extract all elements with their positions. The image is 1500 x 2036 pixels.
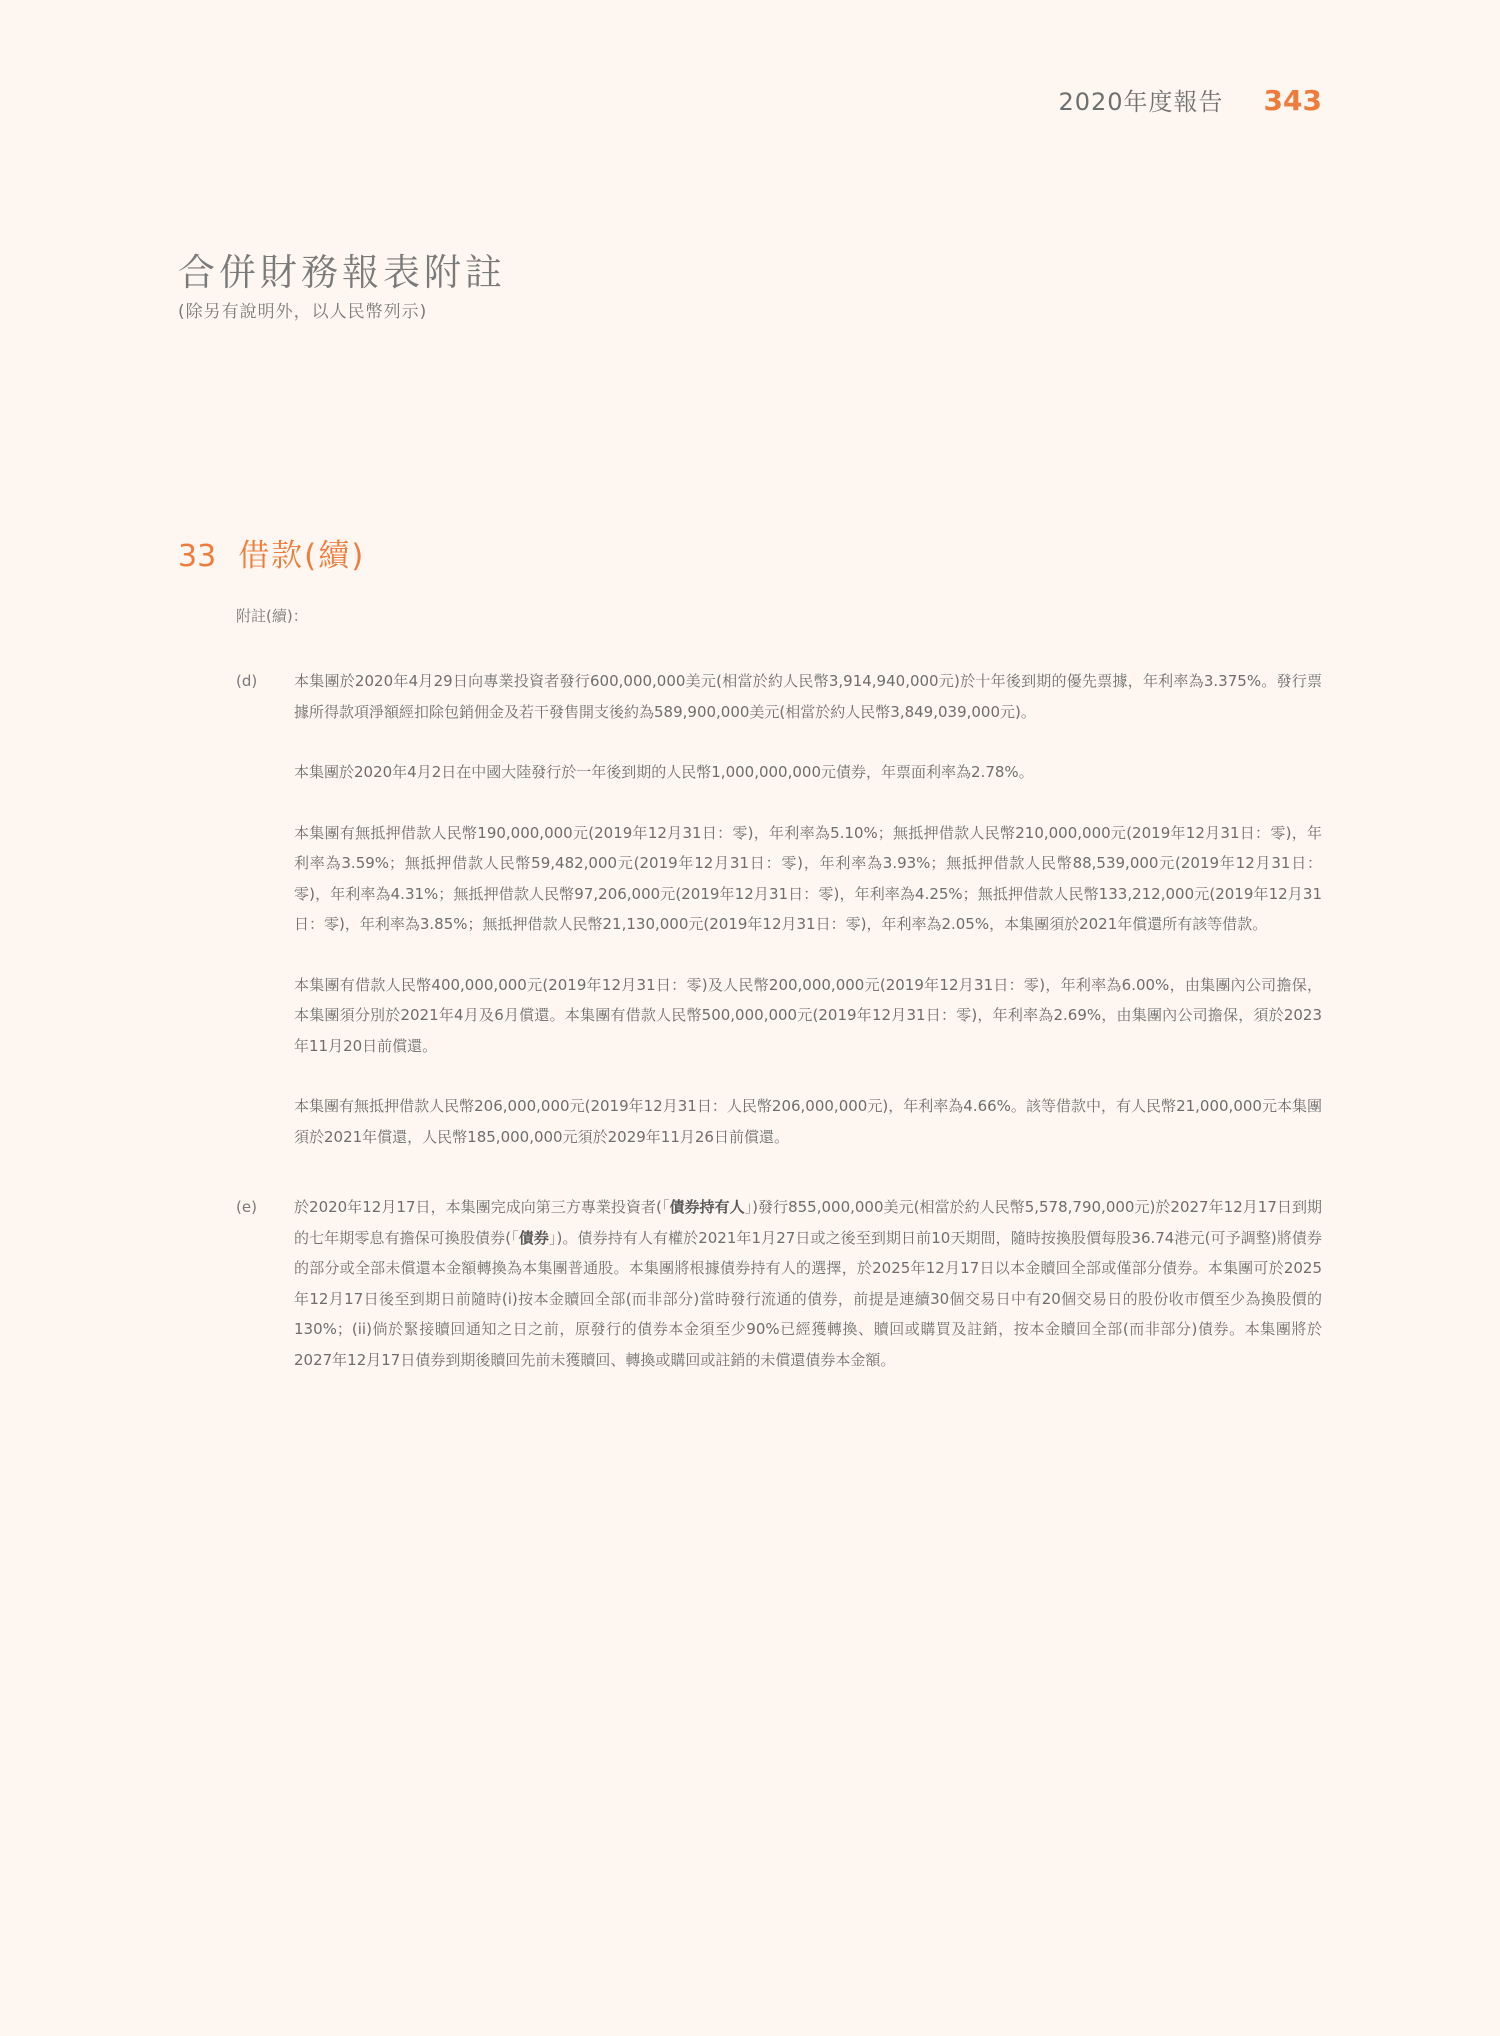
note-d-paragraph-4: 本集團有借款人民幣400,000,000元(2019年12月31日：零)及人民幣200,000,000元(2019年12月31日：零)，年利率為6.00%，由集團內公司擔保，本集團須分別於2021年4月及6月償還。本集團有借款人民幣500,000,000元(2019年12月31日：零)，年利率為2.69%，由集團內公司擔保，須於2023年11月20日前償還。 (294, 975, 1322, 1055)
note-d-label: (d) (236, 672, 258, 690)
section-heading (178, 530, 365, 575)
note-d-paragraph-3: 本集團有無抵押借款人民幣190,000,000元(2019年12月31日：零)，年利率為5.10%；無抵押借款人民幣210,000,000元(2019年12月31日：零)，年利率為3.59%；無抵押借款人民幣59,482,000元(2019年12月31日：零)，年利率為3.93%；無抵押借款人民幣88,539,000元(2019年12月31日：零)，年利率為4.31%；無抵押借款人民幣97,206,000元(2019年12月31日：零)，年利率為4.25%；無抵押借款人民幣133,212,000元(2019年12月31日：零)，年利率為3.85%；無抵押借款人民幣21,130,000元(2019年12月31日：零)，年利率為2.05%，本集團須於2021年償還所有該等借款。 (294, 823, 1322, 933)
note-e (236, 1192, 1322, 1375)
note-e-text-1: 於2020年12月17日，本集團完成向第三方專業投資者(「 (294, 1198, 670, 1216)
note-d-paragraph-2: 本集團於2020年4月2日在中國大陸發行於一年後到期的人民幣1,000,000,000元債券，年票面利率為2.78%。 (294, 763, 1034, 781)
section-number: 33 (178, 539, 217, 574)
report-title: 2020年度報告 (1058, 88, 1224, 116)
note-e-body (294, 1192, 1322, 1375)
page-header (1058, 82, 1322, 117)
note-e-text-2: 」)發行855,000,000美元(相當於約人民幣5,578,790,000元)於2027年12月17日到期的七年期零息有擔保可換股債券(「 (294, 1198, 1322, 1247)
note-d-paragraph-1: 本集團於2020年4月29日向專業投資者發行600,000,000美元(相當於約人民幣3,914,940,000元)於十年後到期的優先票據，年利率為3.375%。發行票據所得款項淨額經扣除包銷佣金及若干發售開支後約為589,900,000美元(相當於約人民幣3,849,039,000元)。 (294, 672, 1322, 721)
notes-label: 附註(續)： (236, 607, 308, 625)
document-title: 合併財務報表附註 (178, 251, 506, 294)
note-e-paragraph (294, 1192, 1322, 1375)
defined-term-bondholders: 債券持有人 (669, 1198, 745, 1216)
note-e-label: (e) (236, 1198, 257, 1216)
page-number: 343 (1263, 84, 1322, 117)
defined-term-bonds: 債券 (518, 1228, 549, 1247)
section-title: 借款(續) (238, 538, 366, 574)
document-subtitle: (除另有說明外，以人民幣列示) (178, 302, 428, 322)
notes-content (236, 605, 1322, 1415)
note-e-text-3: 」)。債券持有人有權於2021年1月27日或之後至到期日前10天期間，隨時按換股價每股36.74港元(可予調整)將債券的部分或全部未償還本金額轉換為本集團普通股。本集團將根據債券持有人的選擇，於2025年12月17日以本金贖回全部或僅部分債券。本集團可於2025年12月17日後至到期日前隨時(i)按本金贖回全部(而非部分)當時發行流通的債券，前提是連續30個交易日中有20個交易日的股份收市價至少為換股價的130%；(ii)倘於緊接贖回通知之日之前，原發行的債券本金須至少90%已經獲轉換、贖回或購買及註銷，按本金贖回全部(而非部分)債券。本集團將於2027年12月17日債券到期後贖回先前未獲贖回、轉換或購回或註銷的未償還債券本金額。 (294, 1228, 1322, 1369)
note-d-paragraph-5: 本集團有無抵押借款人民幣206,000,000元(2019年12月31日：人民幣206,000,000元)，年利率為4.66%。該等借款中，有人民幣21,000,000元本集團須於2021年償還，人民幣185,000,000元須於2029年11月26日前償還。 (294, 1097, 1322, 1146)
note-d-body (294, 666, 1322, 1152)
note-d (236, 666, 1322, 1152)
